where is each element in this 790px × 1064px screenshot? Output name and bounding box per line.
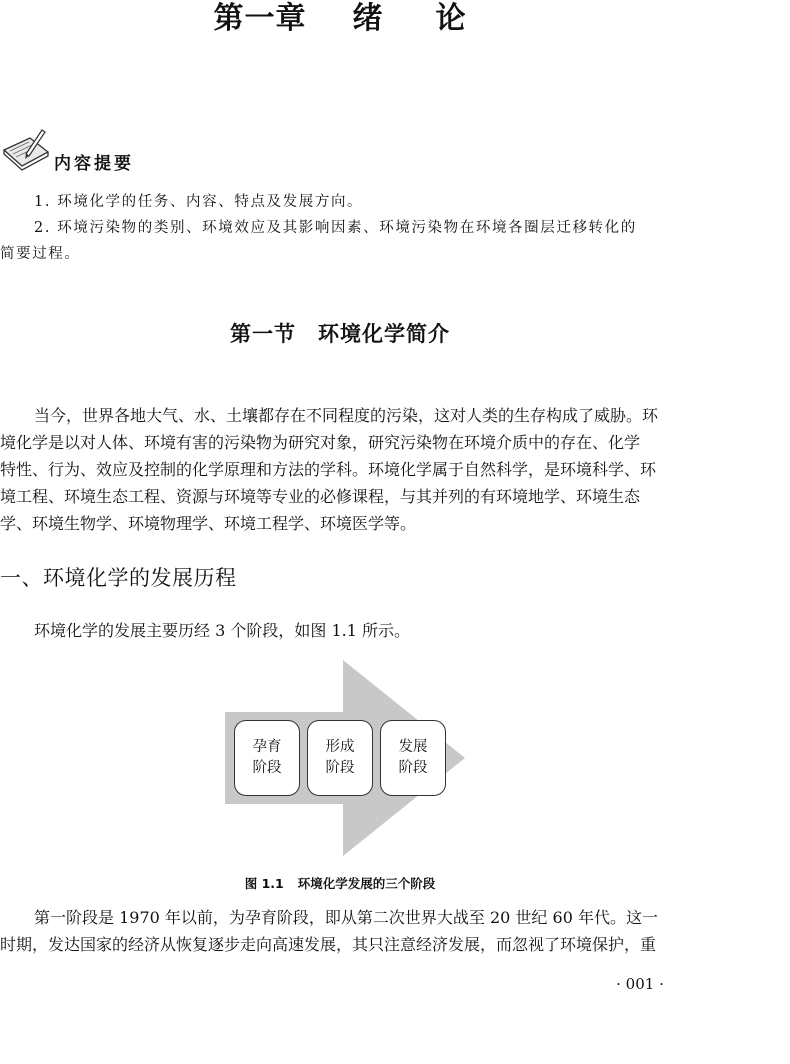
stage1-line-2: 时期，发达国家的经济从恢复逐步走向高速发展，其只注意经济发展，而忽视了环境保护，重 (0, 935, 657, 954)
summary-heading: 内容提要 (54, 154, 134, 174)
figure-caption-text: 环境化学发展的三个阶段 (297, 876, 436, 891)
stage-2-label-line-1: 形成 (325, 739, 355, 755)
intro-line-1: 当今，世界各地大气、水、土壤都存在不同程度的污染，这对人类的生存构成了威胁。环 (34, 406, 659, 425)
intro-line-2: 境化学是以对人体、环境有害的污染物为研究对象，研究污染物在环境介质中的存在、化学 (0, 433, 641, 452)
stage-3-label-line-1: 发展 (398, 739, 428, 755)
summary-item-1: 1. 环境化学的任务、内容、特点及发展方向。 (34, 194, 364, 210)
intro-line-4: 境工程、环境生态工程、资源与环境等专业的必修课程，与其并列的有环境地学、环境生态 (0, 487, 641, 506)
chapter-word-2: 论 (435, 1, 467, 36)
figure-number: 图 1.1 (244, 876, 284, 891)
summary-item-2-line-2: 简要过程。 (0, 246, 81, 262)
stage1-line-1: 第一阶段是 1970 年以前，为孕育阶段，即从第二次世界大战至 20 世纪 60 年代。这一 (34, 908, 658, 927)
pencil-notepad-icon (2, 124, 52, 174)
intro-line-3: 特性、行为、效应及控制的化学原理和方法的学科。环境化学属于自然科学，是环境科学、环 (0, 460, 657, 479)
page-number: · 001 · (616, 975, 664, 993)
summary-item-2-line-1: 2. 环境污染物的类别、环境效应及其影响因素、环境污染物在环境各圈层迁移转化的 (34, 220, 637, 236)
intro-line-5: 学、环境生物学、环境物理学、环境工程学、环境医学等。 (0, 514, 417, 533)
chapter-word-1: 绪 (352, 1, 384, 36)
figure-caption (0, 874, 680, 892)
section-title: 第一节 环境化学简介 (230, 321, 450, 346)
stage-box-1 (234, 720, 300, 796)
chapter-title (0, 0, 680, 38)
stage-1-label-line-1: 孕育 (252, 739, 282, 755)
development-intro: 环境化学的发展主要历经 3 个阶段，如图 1.1 所示。 (34, 621, 410, 640)
subsection-title: 一、环境化学的发展历程 (0, 566, 237, 590)
stage-box-2 (307, 720, 373, 796)
stage-2-label-line-2: 阶段 (325, 760, 355, 776)
chapter-number: 第一章 (213, 1, 307, 36)
stage-1-label-line-2: 阶段 (252, 760, 282, 776)
stage-box-3 (380, 720, 446, 796)
stage-3-label-line-2: 阶段 (398, 760, 428, 776)
